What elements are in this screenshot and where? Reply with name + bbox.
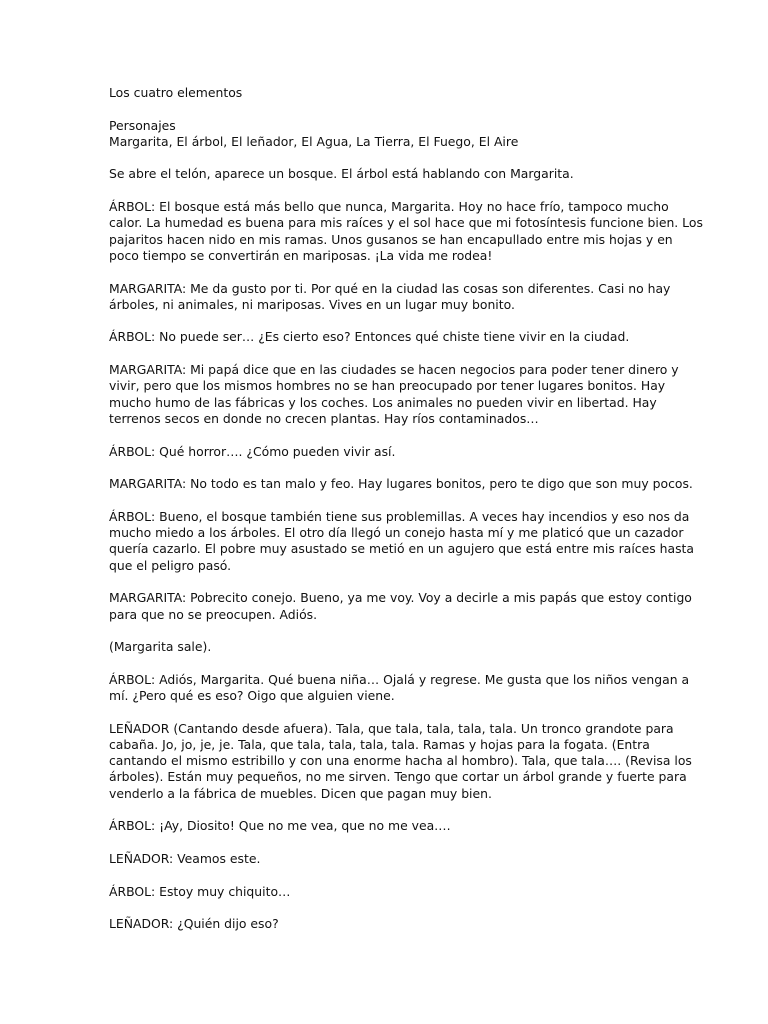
paragraph-line: ÁRBOL: ¡Ay, Diosito! Que no me vea, que no me vea…. <box>109 818 451 834</box>
paragraph-line: poco tiempo se convertirán en mariposas. ¡La vida me rodea! <box>109 247 493 263</box>
paragraph-line: ÁRBOL: Estoy muy chiquito… <box>109 883 291 899</box>
paragraph-line: ÁRBOL: No puede ser… ¿Es cierto eso? Entonces qué chiste tiene vivir en la ciudad. <box>109 329 630 345</box>
script-paragraph <box>109 590 692 623</box>
paragraph-line: mucho miedo a los árboles. El otro día llegó un conejo hasta mí y me platicó que un cazador <box>109 525 684 541</box>
paragraph-line: ÁRBOL: El bosque está más bello que nunca, Margarita. Hoy no hace frío, tampoco mucho <box>109 199 669 215</box>
script-body <box>109 166 703 932</box>
script-paragraph <box>109 851 661 867</box>
script-paragraph <box>109 818 661 834</box>
script-paragraph <box>109 671 690 705</box>
characters-list: Margarita, El árbol, El leñador, El Agua, La Tierra, El Fuego, El Aire <box>109 133 519 149</box>
paragraph-line: LEÑADOR (Cantando desde afuera). Tala, que tala, tala, tala, tala. Un tronco grandote para <box>109 720 674 736</box>
script-paragraph <box>109 476 693 492</box>
script-paragraph <box>109 280 671 314</box>
document-title <box>109 85 661 101</box>
paragraph-line: vivir, pero que los mismos hombres no se han preocupado por tener lugares bonitos. Hay <box>109 378 666 394</box>
paragraph-line: cantando el mismo estribillo y con una enorme hacha al hombro). Tala, que tala…. (Revisa los <box>109 753 692 769</box>
paragraph-line: LEÑADOR: ¿Quién dijo eso? <box>109 916 279 932</box>
paragraph-line: mí. ¿Pero qué es eso? Oigo que alguien viene. <box>109 687 395 703</box>
script-paragraph <box>109 508 694 574</box>
paragraph-line: venderlo a la fábrica de muebles. Dicen que pagan muy bien. <box>109 785 492 801</box>
script-paragraph <box>109 639 661 655</box>
paragraph-line: cabaña. Jo, jo, je, je. Tala, que tala, tala, tala, tala. Ramas y hojas para la fogata. (Entra <box>109 736 650 752</box>
paragraph-line: (Margarita sale). <box>109 639 212 655</box>
characters-section <box>109 118 661 151</box>
paragraph-line: MARGARITA: No todo es tan malo y feo. Hay lugares bonitos, pero te digo que son muy pocos. <box>109 476 693 492</box>
paragraph-line: calor. La humedad es buena para mis raíces y el sol hace que mi fotosíntesis funcione bien. Los <box>109 215 703 231</box>
paragraph-line: que el peligro pasó. <box>109 557 232 573</box>
paragraph-line: Se abre el telón, aparece un bosque. El árbol está hablando con Margarita. <box>109 166 574 182</box>
script-paragraph <box>109 444 661 460</box>
title-line: Los cuatro elementos <box>109 85 243 100</box>
paragraph-line: terrenos secos en donde no crecen plantas. Hay ríos contaminados… <box>109 410 539 426</box>
paragraph-line: ÁRBOL: Qué horror…. ¿Cómo pueden vivir así. <box>109 443 396 459</box>
script-paragraph <box>109 720 692 802</box>
paragraph-line: LEÑADOR: Veamos este. <box>109 850 261 866</box>
script-paragraph <box>109 916 661 932</box>
paragraph-line: árboles). Están muy pequeños, no me sirven. Tengo que cortar un árbol grande y fuerte para <box>109 769 687 785</box>
paragraph-line: mucho humo de las fábricas y los coches. Los animales no pueden vivir en libertad. Hay <box>109 394 657 410</box>
paragraph-line: MARGARITA: Mi papá dice que en las ciudades se hacen negocios para poder tener dinero y <box>109 362 679 378</box>
script-paragraph <box>109 884 661 900</box>
characters-heading: Personajes <box>109 117 176 133</box>
paragraph-line: MARGARITA: Me da gusto por ti. Por qué en la ciudad las cosas son diferentes. Casi no hay <box>109 280 671 296</box>
paragraph-line: MARGARITA: Pobrecito conejo. Bueno, ya me voy. Voy a decirle a mis papás que estoy contigo <box>109 590 692 606</box>
paragraph-line: árboles, ni animales, ni mariposas. Vives en un lugar muy bonito. <box>109 296 515 312</box>
paragraph-line: ÁRBOL: Adiós, Margarita. Qué buena niña… Ojalá y regrese. Me gusta que los niños vengan a <box>109 671 690 687</box>
document-page <box>109 85 703 949</box>
paragraph-line: para que no se preocupen. Adiós. <box>109 606 318 622</box>
script-paragraph <box>109 166 661 182</box>
script-paragraph <box>109 199 703 264</box>
paragraph-line: quería cazarlo. El pobre muy asustado se metió en un agujero que está entre mis raíces hasta <box>109 541 694 557</box>
script-paragraph <box>109 362 679 427</box>
paragraph-line: pajaritos hacen nido en mis ramas. Unos gusanos se han encapullado entre mis hojas y en <box>109 231 673 247</box>
paragraph-line: ÁRBOL: Bueno, el bosque también tiene sus problemillas. A veces hay incendios y eso nos da <box>109 508 690 524</box>
script-paragraph <box>109 329 661 345</box>
